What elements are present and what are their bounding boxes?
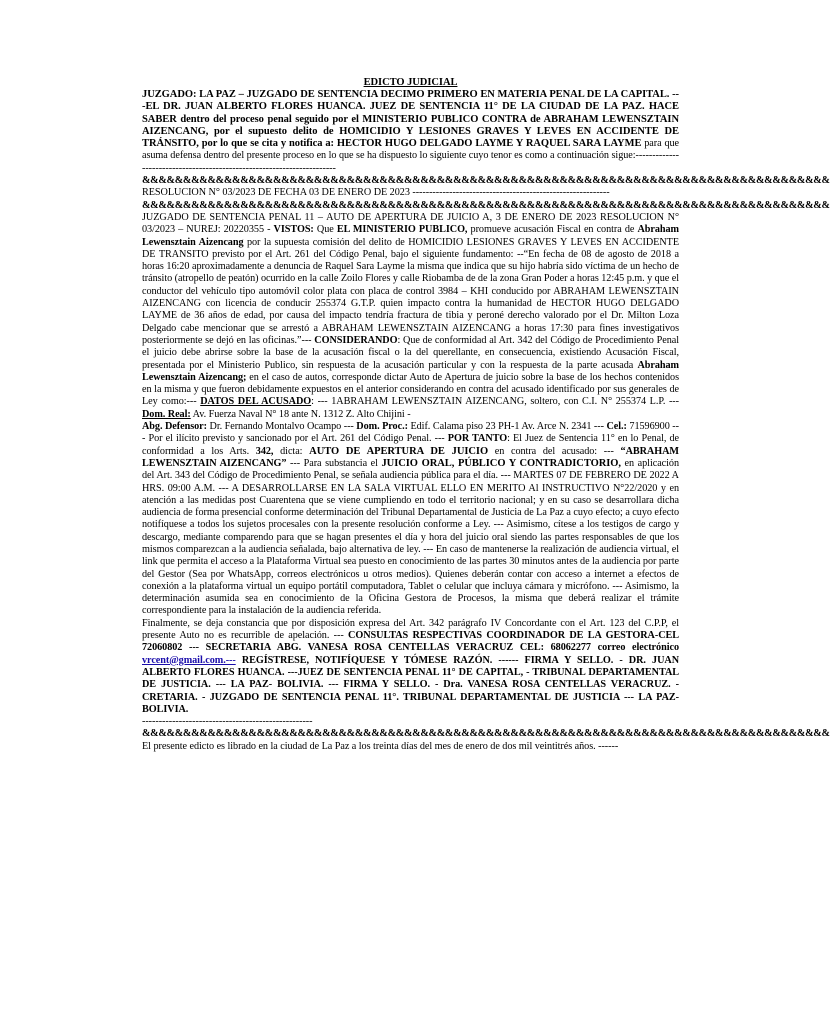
body-text: Que [313, 224, 337, 236]
dom-real-label: Dom. Real: [142, 408, 191, 420]
body-text: 71596900 --- Por el ilícito previsto y sancionado por el Art. 261 del Código Penal. --- [142, 421, 679, 445]
body-text: : Que de conformidad al Art. 342 del Código de Procedimiento Penal el juicio debe abrirse sobre la base de la acusación fiscal o la del querellante, en consecuencia, existiendo Acusación Fiscal, presentada por el Ministerio Publico, sin respuesta de la acusación particular y con la respuesta de la parte acusada [142, 334, 680, 371]
body-text: Av. Fuerza Naval N° 18 ante N. 1312 Z. Alto Chijini - [190, 408, 411, 420]
final-paragraph [142, 618, 679, 716]
body-text: --- Para substancia el [286, 457, 382, 469]
body-text: Edif. Calama piso 23 PH-1 Av. Arce N. 2341 --- [407, 421, 607, 433]
edict-document [142, 76, 830, 753]
body-text: promueve acusación Fiscal en contra de [467, 224, 638, 236]
body-text: dicta: [273, 445, 310, 457]
body-text: JUZGADO DE SENTENCIA PENAL 11 – AUTO DE APERTURA DE JUICIO A, 3 DE ENERO DE 2023 RESOLUCION N° 03/2023 – NUREJ: 20220355 - [142, 211, 679, 236]
defense-paragraph [142, 421, 679, 618]
dom-proc-label: Dom. Proc.: [356, 421, 408, 433]
abg-defensor-label: Abg. Defensor: [142, 421, 207, 433]
body-text: Dr. Fernando Montalvo Ocampo --- [206, 421, 357, 433]
art-342-label: 342, [255, 445, 274, 457]
closing-line: El presente edicto es librado en la ciudad de La Paz a los treinta días del mes de enero de dos mil veintitrés años. ------ [142, 740, 619, 752]
juicio-oral-label: JUICIO ORAL, PÚBLICO Y CONTRADICTORIO, [381, 457, 621, 469]
registrese-text: REGÍSTRESE, NOTIFÍQUESE Y TÓMESE RAZÓN. ------ FIRMA Y SELLO. - DR. JUAN ALBERTO FLORES HUANCA. ---JUEZ DE SENTENCIA PENAL 11° DE CAPITAL, - TRIBUNAL DEPARTAMENTAL DE JUSTICIA. --- LA PAZ- BOLIVIA. --- FIRMA Y SELLO. - Dra. VANESA ROSA CENTELLAS VERACRUZ. - CRETARIA. - JUZGADO DE SENTENCIA PENAL 11°. TRIBUNAL DEPARTAMENTAL DE JUSTICIA --- LA PAZ- BOLIVIA. [142, 654, 679, 715]
auto-apertura-label: AUTO DE APERTURA DE JUICIO [309, 445, 489, 457]
ampersand-separator-1: &&&&&&&&&&&&&&&&&&&&&&&&&&&&&&&&&&&&&&&&&&&&&&&&&&&&&&&&&&&&&&&&&&&&&&&&&&&&&&&&&&&& [142, 175, 830, 187]
email-link[interactable]: vrcent@gmail.com.--- [142, 654, 236, 666]
por-tanto-label: POR TANTO [447, 433, 508, 445]
body-text: en aplicación del Art. 343 del Código de Procedimiento Penal, se señala audiencia pública para el día. --- MARTES 07 DE FEBRERO DE 2022 A HRS. 09:00 A.M. --- A DESARROLLARSE EN LA SALA VIRTUAL ELLO EN MERITO Al INSTRUCTIVO N°22/2020 y en atención a las medidas post Cuarentena que se viene cumpliendo en todo el territorio nacional; y en su caso se desarrollara dicha audiencia de forma presencial conforme determinación del Tribunal Departamental de Justicia de La Paz a cuyo efecto; a cuyo efecto notifíquese a todos los sujetos procesales con la presente resolución conforme a Ley. --- Asimismo, cítese a los testigos de cargo y descargo, mediante comparendo para que se hagan presentes el día y hora del juicio oral siendo las partes responsables de que los mismos comparezcan a la audiencia señalada, bajo alternativa de ley. --- En caso de mantenerse la realización de audiencia virtual, el link que permita el acceso a la Plataforma Virtual sea puesto en conocimiento de las partes 30 minutos antes de la audiencia por parte del Gestor (Sea por WhatsApp, correos electrónicos u otros medios). Quienes deberán contar con acceso a internet a efectos de conexión a la plataforma virtual un equipo portátil computadora, Tablet o celular que incluya cámara y micrófono. --- Asimismo, la determinación asumida sea en conocimiento de la Oficina Gestora de Procesos, la misma que deberá realizar el trámite correspondiente para la instalación de la audiencia referida. [142, 457, 680, 617]
body-text: : El Juez de Sentencia 11° en lo Penal, de conformidad a los Arts. [142, 433, 679, 457]
header-tail-text: para que asuma defensa dentro del presente proceso en lo que se ha dispuesto lo siguiente cuyo tenor es como a continuación sigue:----------------------------------------------------------------------- [142, 138, 679, 174]
vistos-label: VISTOS: [273, 224, 314, 236]
body-paragraph [142, 212, 679, 421]
body-text: en el caso de autos, corresponde dictar Auto de Apertura de juicio sobre la base de los hechos contenidos en la misma y que fueron debidamente expuestos en el anterior considerando en contra del acusado identificado por sus generales de Ley como:--- [142, 371, 679, 408]
dash-separator: --------------------------------------------------- [142, 716, 313, 728]
cel-label: Cel.: [606, 421, 627, 433]
header-paragraph [142, 89, 679, 175]
accused-name: Abraham Lewensztain Aizencang [142, 224, 679, 248]
body-text: en contra del acusado: --- [488, 445, 621, 457]
consultas-text: CONSULTAS RESPECTIVAS COORDINADOR DE LA GESTORA-CEL 72060802 --- SECRETARIA ABG. VANESA ROSA CENTELLAS VERACRUZ CEL: 68062277 correo electrónico [142, 630, 679, 654]
body-text: : --- 1ABRAHAM LEWENSZTAIN AIZENCANG, soltero, con C.I. N° 255374 L.P. --- [311, 396, 679, 408]
body-text: Finalmente, se deja constancia que por disposición expresa del Art. 342 parágrafo IV Concordante con el Art. 123 del C.P.P, el presente Auto no es recurrible de apelación. --- [142, 617, 679, 642]
datos-acusado-label: DATOS DEL ACUSADO [200, 396, 312, 408]
ministerio-label: EL MINISTERIO PUBLICO, [336, 224, 468, 236]
accused-name-caps: “ABRAHAM LEWENSZTAIN AIZENCANG” [142, 445, 679, 469]
resolution-line: RESOLUCION N° 03/2023 DE FECHA 03 DE ENERO DE 2023 ----------------------------------------------------------- [142, 187, 610, 199]
accused-name: Abraham Lewensztain Aizencang; [142, 359, 679, 383]
ampersand-separator-3: &&&&&&&&&&&&&&&&&&&&&&&&&&&&&&&&&&&&&&&&&&&&&&&&&&&&&&&&&&&&&&&&&&&&&&&&&&&&&&&&&&&& [142, 728, 830, 740]
body-text: por la supuesta comisión del delito de HOMICIDIO LESIONES GRAVES Y LEVES EN ACCIDENTE DE TRANSITO previsto por el Art. 261 del Código Penal, bajo el siguiente fundamento: --“En fecha de 08 de agosto de 2018 a horas 16:20 aproximadamente a denuncia de Raquel Sara Layme la misma que indica que su hijo habría sido víctima de un hecho de tránsito (atropello de peatón) ocurrido en la calle Zoilo Flores y calle Riobamba de de la zona Gran Poder a horas 12:45 p.m. y que el conductor del vehículo tipo automóvil color plata con placa de control 3984 – KHI conducido por ABRAHAM LEWENSZTAIN AIZENCANG con licencia de conducir 255374 G.T.P. quien impacto contra la humanidad de HECTOR HUGO DELGADO LAYME de 36 años de edad, por causa del impacto tendría fractura de tibia y peroné derecho valorado por el Dr. Milton Loza Delgado cabe mencionar que se arrestó a ABRAHAM LEWENSZTAIN AIZENCANG a horas 17:30 para fines investigativos posteriormente se dejó en las oficinas.”--- [142, 236, 679, 346]
considerando-label: CONSIDERANDO [314, 334, 398, 346]
header-bold-text: JUZGADO: LA PAZ – JUZGADO DE SENTENCIA DECIMO PRIMERO EN MATERIA PENAL DE LA CAPITAL. ---EL DR. JUAN ALBERTO FLORES HUANCA. JUEZ DE SENTENCIA 11° DE LA CIUDAD DE LA PAZ. HACE SABER dentro del proceso penal seguido por el MINISTERIO PUBLICO CONTRA de ABRAHAM LEWENSZTAIN AIZENCANG, por el supuesto delito de HOMICIDIO Y LESIONES GRAVES Y LEVES EN ACCIDENTE DE TRÁNSITO, por lo que se cita y notifica a: HECTOR HUGO DELGADO LAYME Y RAQUEL SARA LAYME [142, 89, 679, 150]
ampersand-separator-2: &&&&&&&&&&&&&&&&&&&&&&&&&&&&&&&&&&&&&&&&&&&&&&&&&&&&&&&&&&&&&&&&&&&&&&&&&&&&&&&&&&&& [142, 199, 830, 211]
document-title: EDICTO JUDICIAL [363, 77, 458, 88]
